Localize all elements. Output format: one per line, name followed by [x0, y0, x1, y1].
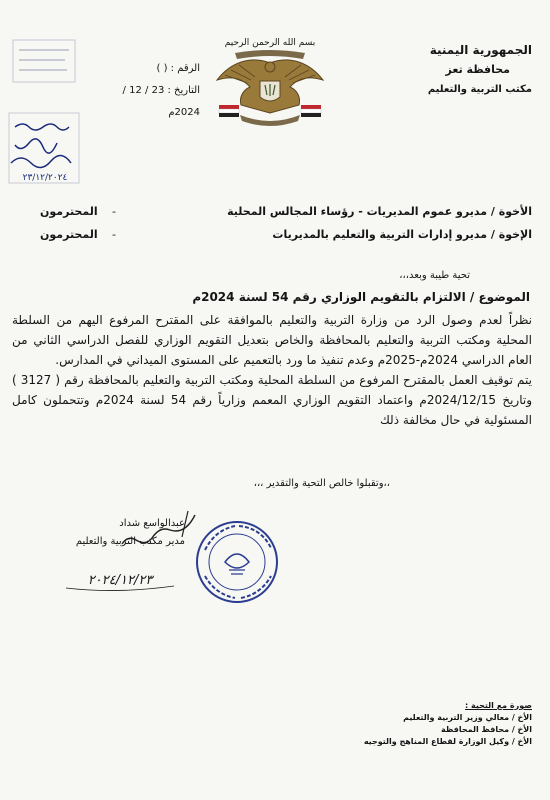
recipient-honor-2: المحترمون — [40, 228, 98, 241]
handwritten-date-text: ٢٠٢٤/١٢/٢٣ — [87, 573, 153, 588]
closing-line: ،،وتقبلوا خالص التحية والتقدير ،،، — [253, 478, 390, 489]
recipient-dash-1: - — [112, 205, 116, 218]
signatory-name: عبدالواسع شداد — [119, 518, 185, 529]
stamp-handwritten-date: ٢٣/١٢/٢٠٢٤ — [22, 173, 68, 183]
office-title: مكتب التربية والتعليم — [427, 84, 532, 95]
handwritten-date — [60, 564, 180, 594]
incoming-stamp — [5, 35, 85, 185]
bismillah: بسم الله الرحمن الرحيم — [224, 38, 316, 48]
cc-item-2: الأخ / محافظ المحافظة — [440, 725, 532, 734]
yemen-emblem-icon — [195, 45, 345, 130]
letterhead-right — [362, 40, 532, 100]
cc-heading: صورة مع التحية : — [465, 701, 532, 710]
recipient-dash-2: - — [112, 228, 116, 241]
recipient-honor-1: المحترمون — [40, 205, 98, 218]
cc-item-3: الأخ / وكيل الوزارة لقطاع المناهج والتوجيه — [363, 737, 532, 746]
reference-block — [100, 58, 200, 124]
recipient-line-1: الأخوة / مديرو عموم المديريات - رؤساء المجالس المحلية — [227, 205, 532, 218]
recipient-line-2: الإخوة / مديرو إدارات التربية والتعليم بالمديريات — [272, 228, 532, 241]
subject-line: الموضوع / الالتزام بالتقويم الوزاري رقم 54 لسنة 2024م — [192, 290, 530, 304]
cc-item-1: الأخ / معالي وزير التربية والتعليم — [403, 713, 532, 722]
cc-block — [282, 700, 532, 748]
greeting: تحية طيبة وبعد،،، — [399, 270, 470, 281]
republic-title: الجمهورية اليمنية — [429, 43, 532, 57]
ref-date: التاريخ : 23 / 12 / 2024م — [122, 85, 200, 118]
body-paragraph-1: نظراً لعدم وصول الرد من وزارة التربية والتعليم بالموافقة على المقترح المرفوع اليهم من السلطة المحلية ومكتب التربية والتعليم بالمحافظة والخاص بتعديل التقويم الوزاري للفصل الدراسي الثاني من العام الدراسي 2024م-2025م وعدم تنفيذ ما ورد بالتعميم على المستوى الميداني في المدارس. — [12, 313, 532, 367]
official-round-stamp — [195, 520, 280, 605]
body-paragraph-2: يتم توقيف العمل بالمقترح المرفوع من السلطة المحلية ومكتب التربية والتعليم بالمحافظة رقم ( 3127 ) وتاريخ 2024/12/15م واعتماد التقويم الوزاري المعمم وزارياً رقم 54 لسنة 2024م وتتحملون كامل المسئولية في حال مخالفة ذلك — [12, 373, 532, 427]
signatory-title: مدير مكتب التربية والتعليم — [75, 536, 185, 547]
signatory-block — [60, 515, 185, 551]
letter-body — [12, 310, 532, 430]
governorate-title: محافظة تعز — [445, 63, 510, 76]
ref-number: الرقم : ( ) — [156, 63, 200, 74]
